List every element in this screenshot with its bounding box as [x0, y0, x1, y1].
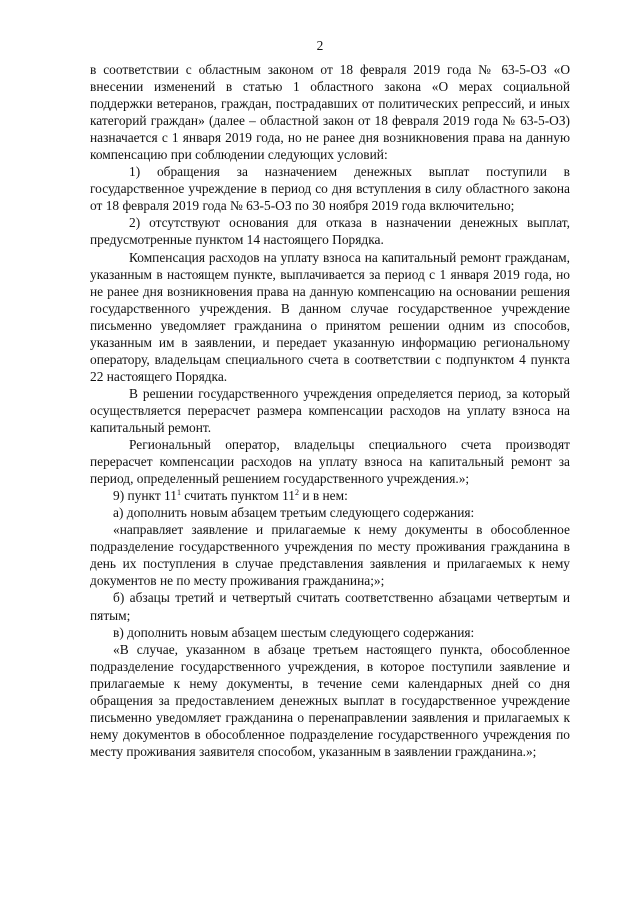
item-9-superscript-1: 1 — [176, 488, 181, 498]
paragraph-intro: в соответствии с областным законом от 18 февраля 2019 года № 63-5-ОЗ «О внесении изменений в статью 1 областного закона «О мерах социальной поддержки ветеранов, граждан, пострадавших от политических репрессий, и иных категорий граждан» (далее – областной закон от 18 февраля 2019 года № 63-5-ОЗ) назначается с 1 января 2019 года, но не ранее дня возникновения права на данную компенсацию при соблюдении следующих условий: — [90, 62, 570, 163]
paragraph-regional-operator: Региональный оператор, владельцы специального счета производят перерасчет компенсации расходов на уплату взноса на капитальный ремонт за период, определенный решением государственного учреждения.»; — [90, 437, 570, 487]
paragraph-decision-period: В решении государственного учреждения определяется период, за который осуществляется перерасчет размера компенсации расходов на уплату взноса на капитальный ремонт. — [90, 385, 570, 435]
item-9-superscript-2: 2 — [294, 488, 299, 498]
paragraph-subitem-a: а) дополнить новым абзацем третьим следующего содержания: — [113, 505, 475, 521]
item-9-text-b: считать пунктом 11 — [180, 488, 295, 504]
paragraph-condition-2: 2) отсутствуют основания для отказа в назначении денежных выплат, предусмотренные пунктом 14 настоящего Порядка. — [90, 215, 570, 248]
item-9-text-c: и в нем: — [298, 488, 348, 504]
paragraph-compensation: Компенсация расходов на уплату взноса на капитальный ремонт гражданам, указанным в настоящем пункте, выплачивается за период с 1 января 2019 года, но не ранее дня возникновения права на данную компенсацию на основании решения государственного учреждения. В данном случае государственное учреждение письменно уведомляет гражданина о принятом решении одним из способов, указанным им в заявлении, и передает указанную информацию региональному оператору, владельцам специального счета в соответствии с подпунктом 4 пункта 22 настоящего Порядка. — [90, 249, 570, 384]
paragraph-subitem-b: б) абзацы третий и четвертый считать соответственно абзацами четвертым и пятым; — [90, 590, 570, 623]
paragraph-item-9 — [90, 487, 570, 504]
paragraph-subitem-v: в) дополнить новым абзацем шестым следующего содержания: — [113, 624, 475, 640]
item-9-text-a: 9) пункт 11 — [113, 488, 177, 504]
document-body — [90, 61, 570, 760]
paragraph-quote-notification: «В случае, указанном в абзаце третьем настоящего пункта, обособленное подразделение государственного учреждения, в которое поступили заявление и прилагаемые к нему документы, в течение семи календарных дней со дня обращения за предоставлением денежных выплат в государственное учреждение письменно уведомляет гражданина о перенаправлении заявления и прилагаемых к нему документов в обособленное подразделение государственного учреждения по месту проживания заявителя способом, указанным в заявлении гражданина.»; — [90, 641, 570, 759]
paragraph-quote-forwarding: «направляет заявление и прилагаемые к нему документы в обособленное подразделение государственного учреждения по месту проживания гражданина в день их поступления в случае представления заявления и прилагаемых к нему документов не по месту проживания гражданина;»; — [90, 522, 570, 589]
paragraph-condition-1: 1) обращения за назначением денежных выплат поступили в государственное учреждение в период со дня вступления в силу областного закона от 18 февраля 2019 года № 63-5-ОЗ по 30 ноября 2019 года включительно; — [90, 164, 570, 214]
page-number: 2 — [316, 38, 324, 53]
